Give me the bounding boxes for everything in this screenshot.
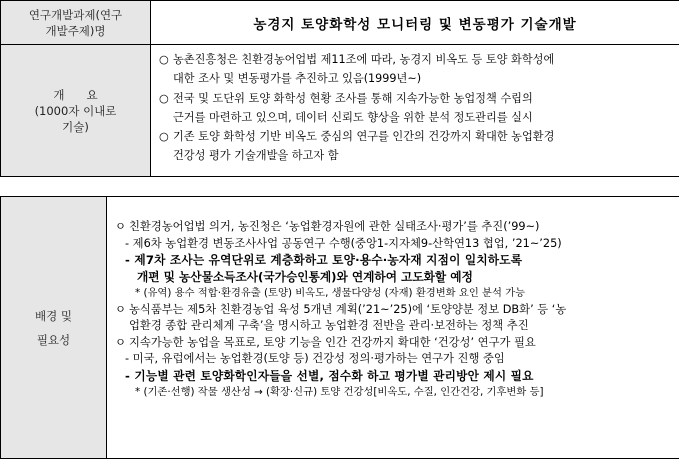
background-text: 제6차 농업환경 변동조사사업 공동연구 수행(중앙1-지자체9-산학연13 협업, ’21~’25) (133, 237, 562, 250)
overview-line (159, 108, 671, 127)
background-line (115, 335, 671, 352)
project-title: 농경지 토양화학성 모니터링 및 변동평가 기술개발 (151, 1, 679, 45)
overview-text: 근거를 마련하고 있으며, 데이터 신뢰도 향상을 위한 분석 정도관리를 실시 (173, 111, 533, 124)
background-line (115, 236, 671, 253)
bullet-asterisk-icon: * (135, 287, 140, 299)
project-overview-table (0, 0, 679, 177)
background-text: (기존·선행) 작물 생산성 → (확장·신규) 토양 건강성[비옥도, 수질, 인간건강, 기후변화 등] (143, 386, 543, 398)
background-text: (유역) 용수 적합·환경유출 (토양) 비옥도, 생물다양성 (자재) 환경변화 요인 분석 가능 (143, 287, 525, 299)
overview-label-cell (1, 45, 151, 177)
bullet-dash-icon: - (125, 237, 129, 250)
overview-text: 대한 조사 및 변동평가를 추진하고 있음(1999년~) (173, 72, 421, 85)
background-content (107, 197, 679, 459)
background-table (0, 196, 679, 459)
bullet-circle-icon: ㅇ (115, 219, 129, 236)
background-line (115, 368, 671, 385)
background-text: 농식품부는 제5차 친환경농업 육성 5개년 계획(’21~’25)에 ‘토양양분 정보 DB화’ 등 ‘농 (129, 303, 566, 316)
overview-label-line1: 개 요 (1, 87, 150, 103)
background-line (115, 252, 671, 269)
bullet-circle-icon: ㅇ (115, 335, 129, 352)
overview-text: 전국 및 도단위 토양 화학성 현황 조사를 통해 지속가능한 농업정책 수립의 (173, 92, 533, 105)
overview-line (159, 146, 671, 165)
bullet-circle-icon: ○ (159, 50, 173, 69)
bullet-circle-icon: ○ (159, 89, 173, 108)
bullet-circle-icon: ㅇ (115, 302, 129, 319)
bullet-asterisk-icon: * (135, 386, 140, 398)
background-text: 업환경 종합 관리체계 구축’을 명시하고 농업환경 전반을 관리·보전하는 정책 추진 (129, 319, 529, 332)
overview-content (151, 45, 679, 177)
background-line (115, 269, 671, 286)
background-text: 제7차 조사는 유역단위로 계층화하고 토양·용수·농자재 지점이 일치하도록 (134, 253, 522, 267)
background-text: 개편 및 농산물소득조사(국가승인통계)와 연계하여 고도화할 예정 (137, 270, 473, 284)
overview-line (159, 89, 671, 108)
project-name-label-line1: 연구개발과제(연구 (1, 7, 150, 23)
overview-line (159, 69, 671, 88)
project-name-label-cell (1, 1, 151, 45)
overview-text: 기존 토양 화학성 기반 비옥도 중심의 연구를 인간의 건강까지 확대한 농업환경 (173, 130, 554, 143)
overview-label-line3: 기술) (1, 119, 150, 135)
overview-text: 건강성 평가 기술개발을 하고자 함 (173, 149, 339, 162)
overview-label-line2: (1000자 이내로 (1, 103, 150, 119)
background-label-cell (1, 197, 107, 459)
background-line (115, 219, 671, 236)
background-text: 지속가능한 농업을 목표로, 토양 기능을 인간 건강까지 확대한 ‘건강성’ 연구가 필요 (129, 336, 536, 349)
background-text: 미국, 유럽에서는 농업환경(토양 등) 건강성 정의·평가하는 연구가 진행 중임 (133, 352, 505, 365)
background-line (115, 302, 671, 319)
background-text: 기능별 관련 토양화학인자들을 선별, 점수화 하고 평가별 관리방안 제시 필요 (134, 369, 533, 383)
overview-text: 농촌진흥청은 친환경농어업법 제11조에 따라, 농경지 비옥도 등 토양 화학성에 (173, 53, 554, 66)
overview-line (159, 127, 671, 146)
overview-line (159, 50, 671, 69)
bullet-dash-icon: - (125, 352, 129, 365)
background-text: 친환경농어업법 의거, 농진청은 ‘농업환경자원에 관한 실태조사·평가’를 추진(’99~) (129, 220, 539, 233)
bullet-dash-icon: - (125, 369, 130, 383)
background-label-line2: 필요성 (1, 332, 106, 348)
bullet-circle-icon: ○ (159, 127, 173, 146)
background-line (115, 351, 671, 368)
project-name-label-line2: 개발주제)명 (1, 23, 150, 39)
background-line (115, 384, 671, 401)
background-label-line1: 배경 및 (1, 308, 106, 324)
background-line (115, 285, 671, 302)
background-line (115, 318, 671, 335)
bullet-dash-icon: - (125, 253, 130, 267)
